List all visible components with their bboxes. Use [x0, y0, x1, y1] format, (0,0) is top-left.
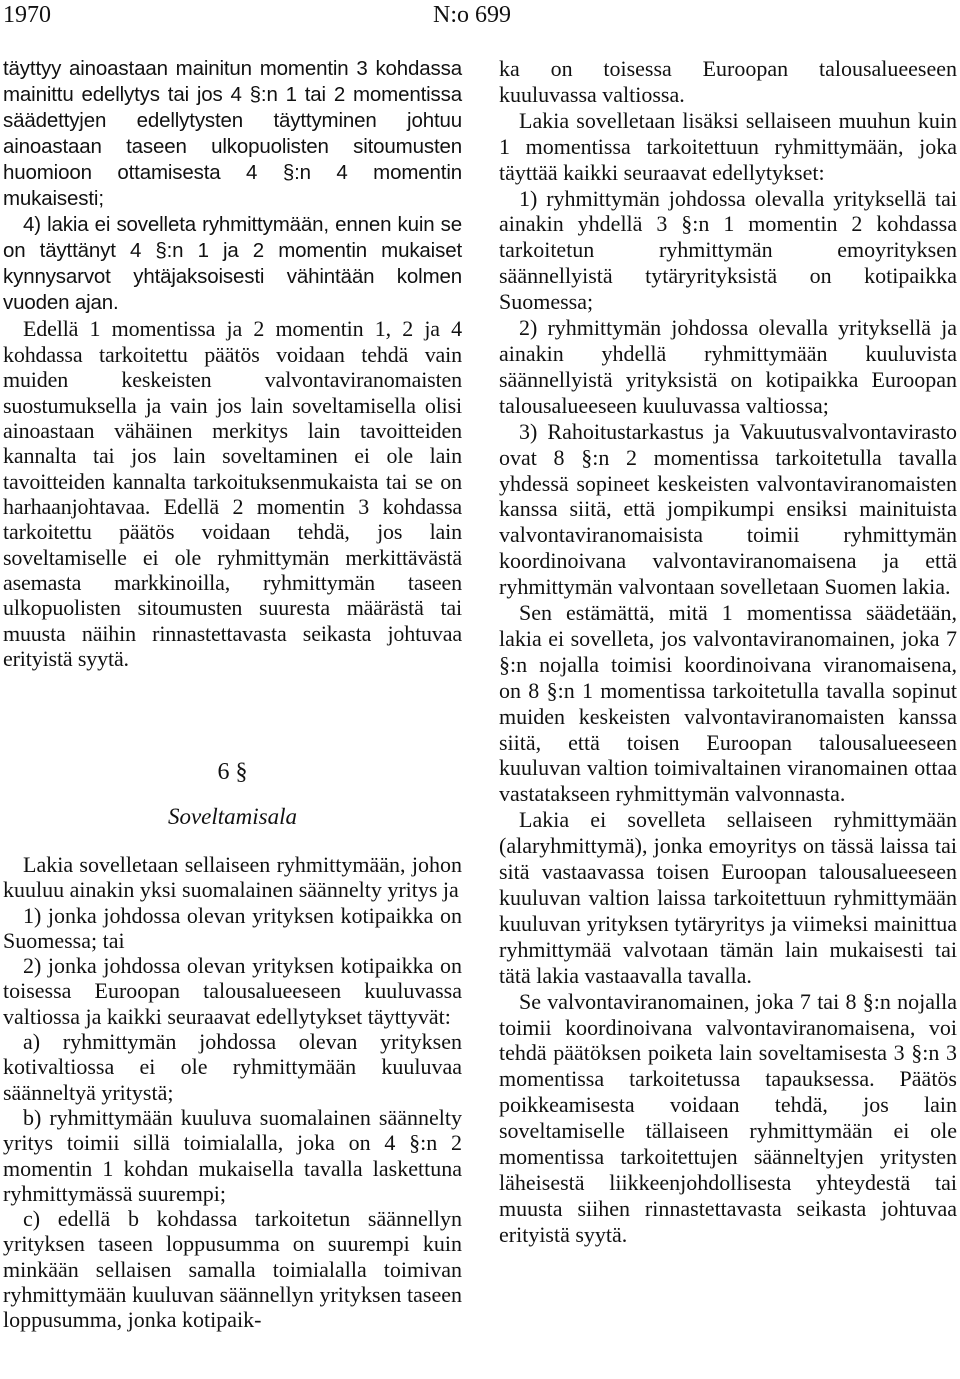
paragraph: Lakia sovelletaan lisäksi sellaiseen muuhun kuin 1 momentissa tarkoitettuun ryhmittymään, joka täyttää kaikki seuraavat edellytykset: [499, 107, 957, 185]
paragraph: a) ryhmittymän johdossa olevan yrityksen kotivaltiossa ei ole ryhmittymään kuuluvaa säänneltyä yritystä; [3, 1029, 462, 1105]
paragraph: 1) ryhmittymän johdossa olevalla yrityksellä tai ainakin yhdellä 3 §:n 1 momentin 2 kohdassa tarkoitetun ryhmittymän emoyrityksen säännellyistä tytäryrityksistä on kotipaikka Suomessa; [499, 185, 957, 315]
paragraph: c) edellä b kohdassa tarkoitetun säännellyn yrityksen taseen loppusumma on suurempi kuin minkään sellaisen samalla toimialalla toimivan ryhmittymään kuuluvan säännellyn yrityksen taseen loppusumma, jonka kotipaik- [3, 1206, 462, 1333]
page-header [0, 0, 960, 30]
paragraph: täyttyy ainoastaan mainitun momentin 3 kohdassa mainittu edellytys tai jos 4 §:n 1 tai 2 momentissa säädettyjen edellytysten täyttyminen johtuu ainoastaan taseen ulkopuolisten sitoumusten huomioon ottamisesta 4 §:n 4 momentin mukaisesti; [3, 57, 462, 211]
paragraph: 3) Rahoitustarkastus ja Vakuutusvalvontavirasto ovat 8 §:n 2 momentissa tarkoitetulla tavalla yhdessä sopineet keskeisten valvontaviranomaisten kanssa siitä, että jompikumpi ensiksi mainituista valvontaviranomaisista toimii ryhmittymän koordinoivana valvontaviranomaisena ja että ryhmittymän valvontaan sovelletaan Suomen lakia. [499, 418, 957, 600]
paragraph: 2) ryhmittymän johdossa olevalla yrityksellä ja ainakin yhdellä ryhmittymään kuuluvista säännellyistä yrityksistä on kotipaikka Euroopan talousalueeseen kuuluvassa valtiossa; [499, 315, 957, 418]
paragraph: 2) jonka johdossa olevan yrityksen kotipaikka on toisessa Euroopan talousalueeseen kuuluvassa valtiossa ja kaikki seuraavat edellytykset täyttyvät: [3, 953, 462, 1029]
page-number: 1970 [3, 2, 51, 28]
paragraph: b) ryhmittymään kuuluva suomalainen säännelty yritys toimii sillä toimialalla, joka on 4 §:n 2 momentin 1 kohdan mukaisella tavalla laskettuna ryhmittymässä suurempi; [3, 1104, 462, 1206]
paragraph: 1) jonka johdossa olevan yrityksen kotipaikka on Suomessa; tai [3, 902, 462, 953]
left-column-bottom [3, 852, 462, 1333]
paragraph: ka on toisessa Euroopan talousalueeseen kuuluvassa valtiossa. [499, 56, 957, 107]
section-number: 6 § [217, 759, 248, 785]
section-title: Soveltamisala [167, 804, 298, 829]
paragraph: Sen estämättä, mitä 1 momentissa säädetään, lakia ei sovelleta, jos valvontaviranomainen, joka 7 §:n nojalla toimisi koordinoivana viranomaisena, on 8 §:n 1 momentissa tarkoitetulla tavalla sopinut muiden keskeisten valvontaviranomaisten kanssa siitä, että toisen Euroopan talousalueeseen kuuluvan valtion toimivaltainen viranomainen ottaa vastatakseen ryhmittymän valvonnasta. [499, 600, 957, 807]
paragraph: 4) lakia ei sovelleta ryhmittymään, ennen kuin se on täyttänyt 4 §:n 1 ja 2 momentin mukaiset kynnysarvot yhtäjaksoisesti vähintään kolmen vuoden ajan. [3, 213, 462, 315]
section-heading [3, 752, 462, 830]
paragraph: Lakia sovelletaan sellaiseen ryhmittymään, johon kuuluu ainakin yksi suomalainen säännelty yritys ja [3, 852, 462, 903]
paragraph: Edellä 1 momentissa ja 2 momentin 1, 2 ja 4 kohdassa tarkoitettu päätös voidaan tehdä vain muiden keskeisten valvontaviranomaisten suostumuksella ja vain jos lain soveltamisella olisi ainoastaan vähäinen merkitys lain tavoitteiden kannalta tai jos lain soveltaminen ei ole lain tavoitteiden kannalta tarkoituksenmukaista tai se on harhaanjohtavaa. Edellä 2 momentin 3 kohdassa tarkoitettu päätös voidaan tehdä, jos lain soveltamiselle ei ole ryhmittymän merkittävästä asemasta markkinoilla, ryhmittymän taseen ulkopuolisten sitoumusten suuresta määrästä tai muusta näihin rinnastettavasta seikasta johtuvaa erityistä syytä. [3, 316, 462, 671]
paragraph: Se valvontaviranomainen, joka 7 tai 8 §:n nojalla toimii koordinoivana valvontaviranomaisena, voi tehdä päätöksen poiketa lain soveltamisesta 3 §:n 3 momentissa tarkoitetussa tapauksessa. Päätös poikkeamisesta voidaan tehdä, jos lain soveltamiselle tällaiseen ryhmittymään ei ole momentissa tarkoitettujen säänneltyjen yritysten läheisestä liikkeenjohdollisesta yhteydestä tai muusta siihen rinnastettavasta seikasta johtuvaa erityistä syytä. [499, 988, 957, 1247]
paragraph: Lakia ei sovelleta sellaiseen ryhmittymään (alaryhmittymä), jonka emoyritys on tässä laissa tai sitä vastaavassa toisen Euroopan talousalueeseen kuuluvan valtion laissa tarkoitettuun ryhmittymään kuuluvan yrityksen tytäryritys ja viimeksi mainittua ryhmittymää valvotaan tämän lain mukaisesti tai tätä lakia vastaavalla tavalla. [499, 807, 957, 988]
right-column [499, 56, 957, 1248]
issue-number: N:o 699 [433, 2, 511, 28]
left-column-top [3, 56, 462, 671]
